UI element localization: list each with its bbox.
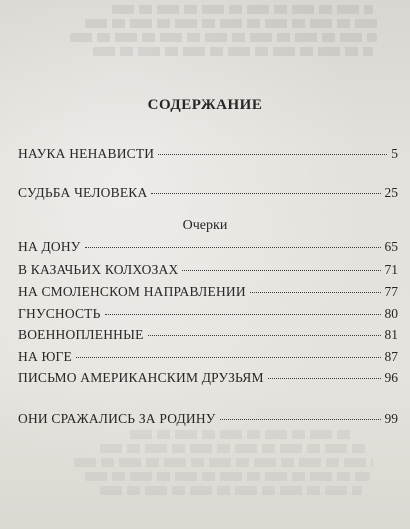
toc-leader-dots — [268, 378, 381, 379]
toc-leader-dots — [158, 154, 387, 155]
toc-leader-dots — [151, 193, 380, 194]
toc-entry-title: НАУКА НЕНАВИСТИ — [18, 146, 155, 161]
contents-heading: СОДЕРЖАНИЕ — [147, 97, 263, 113]
toc-entry-page: 5 — [391, 146, 398, 161]
bleed-through-text-bottom — [0, 425, 410, 529]
toc-entry-page: 87 — [384, 349, 398, 364]
section-label-essays: Очерки — [182, 218, 228, 233]
toc-leader-dots — [182, 270, 380, 271]
toc-entry[interactable] — [18, 185, 398, 203]
toc-entry[interactable] — [18, 284, 398, 302]
toc-entry[interactable] — [18, 411, 398, 429]
toc-leader-dots — [250, 292, 381, 293]
toc-entry[interactable] — [18, 349, 398, 367]
toc-entry[interactable] — [18, 370, 398, 388]
toc-entry-page: 77 — [384, 284, 398, 299]
toc-entry-title: ВОЕННОПЛЕННЫЕ — [18, 327, 144, 342]
toc-entry[interactable] — [18, 239, 398, 257]
bleed-through-text-top — [0, 0, 410, 70]
toc-leader-dots — [85, 247, 381, 248]
toc-entry-title: СУДЬБА ЧЕЛОВЕКА — [18, 185, 148, 200]
toc-entry[interactable] — [18, 262, 398, 280]
toc-entry-page: 80 — [384, 306, 398, 321]
toc-entry-page: 25 — [384, 185, 398, 200]
toc-entry-title: ОНИ СРАЖАЛИСЬ ЗА РОДИНУ — [18, 411, 216, 426]
toc-entry-page: 96 — [384, 370, 398, 385]
toc-entry[interactable] — [18, 306, 398, 324]
toc-entry-title: НА ДОНУ — [18, 239, 81, 254]
toc-entry-title: ГНУСНОСТЬ — [18, 306, 101, 321]
toc-entry-page: 65 — [384, 239, 398, 254]
toc-entry-page: 81 — [384, 327, 398, 342]
toc-entry[interactable] — [18, 146, 398, 164]
toc-leader-dots — [76, 357, 380, 358]
toc-entry-page: 71 — [384, 262, 398, 277]
toc-leader-dots — [105, 314, 381, 315]
toc-entry-page: 99 — [384, 411, 398, 426]
toc-leader-dots — [220, 419, 381, 420]
toc-entry[interactable] — [18, 327, 398, 345]
toc-entry-title: НА ЮГЕ — [18, 349, 73, 364]
toc-entry-title: НА СМОЛЕНСКОМ НАПРАВЛЕНИИ — [18, 284, 246, 299]
toc-entry-title: В КАЗАЧЬИХ КОЛХОЗАХ — [18, 262, 179, 277]
toc-entry-title: ПИСЬМО АМЕРИКАНСКИМ ДРУЗЬЯМ — [18, 370, 264, 385]
toc-leader-dots — [148, 335, 381, 336]
